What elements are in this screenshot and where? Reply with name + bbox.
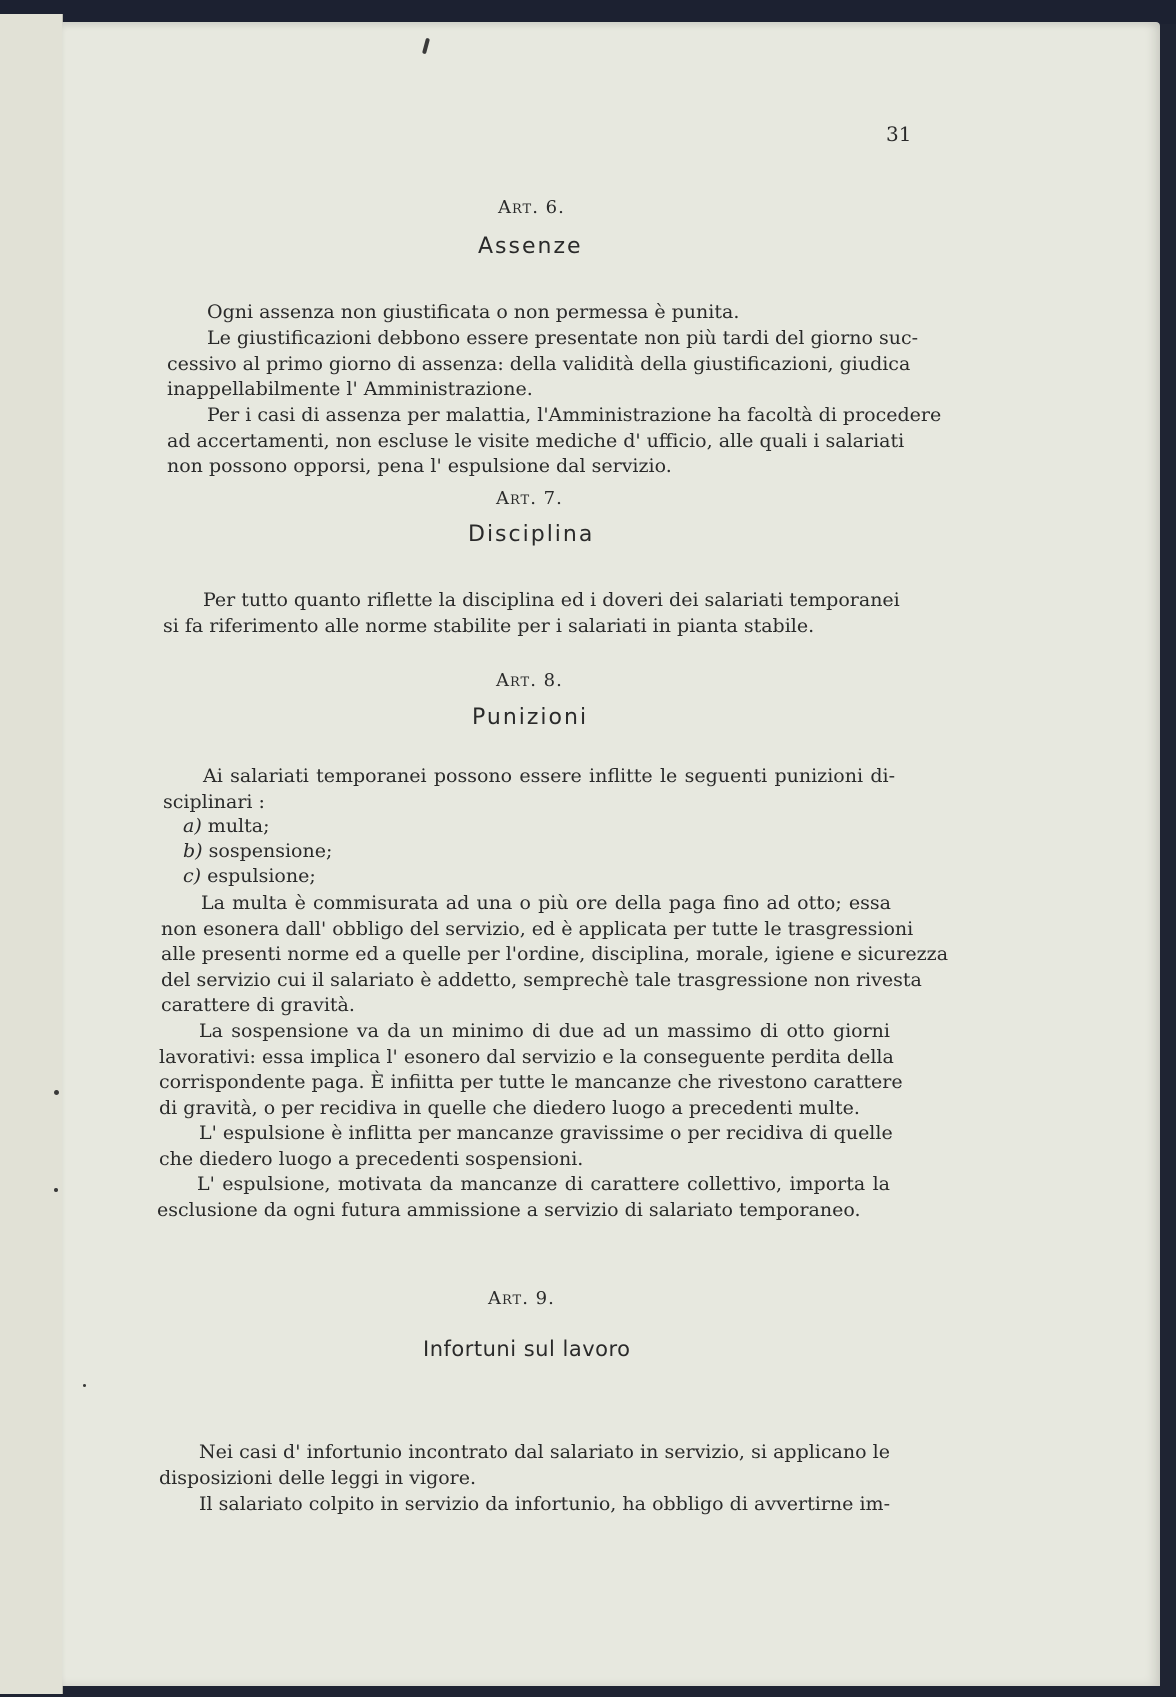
- punishment-list-item-a: a) multa;: [183, 815, 270, 837]
- paper-speck: [54, 1188, 58, 1192]
- article-6-paragraph-1: Ogni assenza non giustificata o non permessa è punita.: [207, 301, 740, 323]
- article-9-title: Infortuni sul lavoro: [423, 1337, 631, 1361]
- article-8-label: Art. 8.: [496, 670, 563, 691]
- article-9-label: Art. 9.: [488, 1288, 555, 1309]
- article-6-title: Assenze: [478, 234, 583, 259]
- punishment-list-item-c: c) espulsione;: [183, 865, 316, 887]
- article-8-title: Punizioni: [472, 705, 589, 730]
- paper-speck: [54, 1090, 59, 1095]
- document-page: [62, 22, 1160, 1686]
- article-8-intro: Ai salariati temporanei possono essere inflitte le seguenti punizioni di- sciplinari :: [163, 765, 895, 813]
- page-number: 31: [886, 122, 912, 146]
- article-8-paragraph-espulsione-2: L' espulsione, motivata da mancanze di carattere collettivo, importa la esclusione da ogni futura ammissione a servizio di salariato temporaneo.: [157, 1173, 890, 1221]
- article-7-label: Art. 7.: [496, 488, 563, 509]
- article-9-paragraph-1: Nei casi d' infortunio incontrato dal salariato in servizio, si applicano le disposizioni delle leggi in vigore.: [159, 1441, 890, 1489]
- article-7-paragraph-1: Per tutto quanto riflette la disciplina ed i doveri dei salariati temporanei si fa riferimento alle norme stabilite per i salariati in pianta stabile.: [163, 589, 900, 637]
- article-7-title: Disciplina: [468, 522, 595, 547]
- article-8-paragraph-sospensione: La sospensione va da un minimo di due ad un massimo di otto giorni lavorativi: essa implica l' esonero dal servizio e la conseguente perdita della corrispondente paga. È infiitta per tutte le mancanze che rivestono carattere di gravità, o per recidiva in quelle che diedero luogo a precedenti multe.: [159, 1020, 903, 1119]
- article-8-paragraph-espulsione-1: L' espulsione è inflitta per mancanze gravissime o per recidiva di quelle che diedero luogo a precedenti sospensioni.: [159, 1122, 893, 1170]
- previous-page-edge: [0, 14, 63, 1694]
- article-6-label: Art. 6.: [498, 197, 565, 218]
- article-6-paragraph-2: Le giustificazioni debbono essere presentate non più tardi del giorno suc- cessivo al primo giorno di assenza: della validità della giustificazioni, giudica inappellabilmente l' Amministrazione.: [167, 327, 919, 400]
- article-9-paragraph-2: Il salariato colpito in servizio da infortunio, ha obbligo di avvertirne im-: [199, 1493, 890, 1515]
- paper-speck: [83, 1384, 86, 1387]
- article-8-paragraph-multa: La multa è commisurata ad una o più ore della paga fino ad otto; essa non esonera dall' obbligo del servizio, ed è applicata per tutte le trasgressioni alle presenti norme ed a quelle per l'ordine, disciplina, morale, igiene e sicurezza del servizio cui il salariato è addetto, semprechè tale trasgressione non rivesta carattere di gravità.: [161, 892, 949, 1016]
- ink-mark: [422, 38, 430, 54]
- scan-background-top: [0, 0, 1176, 24]
- article-6-paragraph-3: Per i casi di assenza per malattia, l'Amministrazione ha facoltà di procedere ad accertamenti, non escluse le visite mediche d' ufficio, alle quali i salariati non possono opporsi, pena l' espulsione dal servizio.: [167, 404, 942, 477]
- punishment-list-item-b: b) sospensione;: [183, 840, 333, 862]
